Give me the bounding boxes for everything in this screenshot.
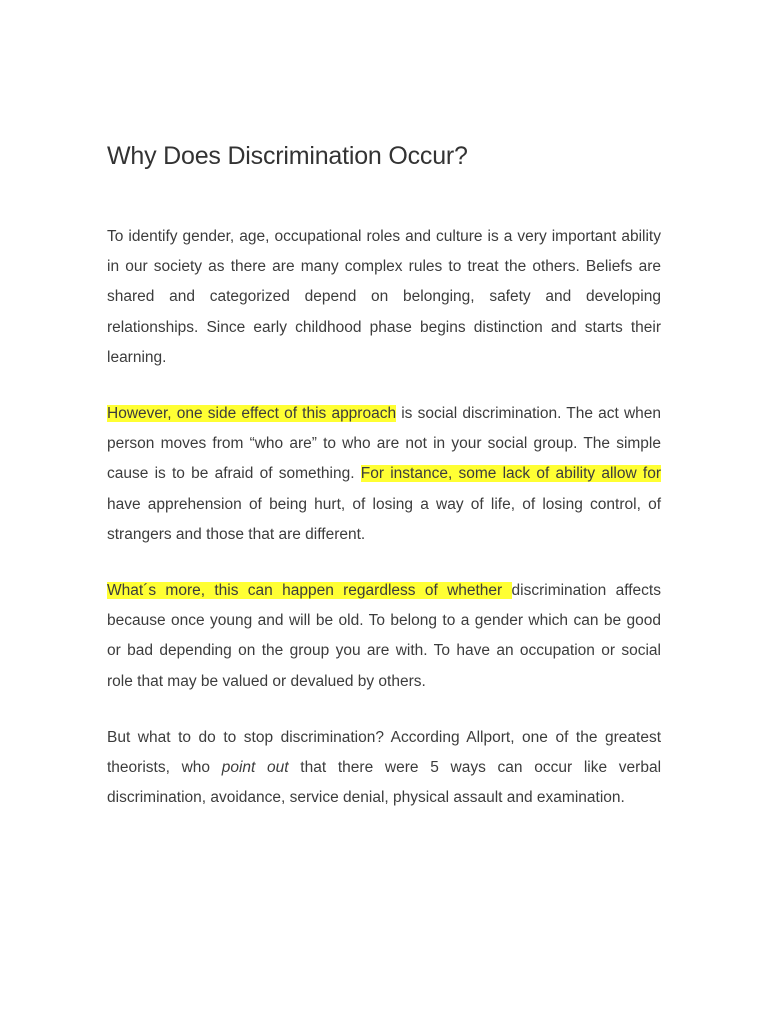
paragraph-2 (107, 399, 661, 550)
highlighted-text: What´s more, this can happen regardless of whether (107, 582, 512, 600)
paragraph-4 (107, 723, 661, 814)
italic-text: point out (221, 759, 289, 777)
document-title: Why Does Discrimination Occur? (107, 142, 468, 170)
paragraph-text: have apprehension of being hurt, of losing a way of life, of losing control, of strangers and those that are different. (107, 495, 661, 543)
paragraph-text: is social discrimination. The act when person moves from “who are” to who are not in your social group. The simple cause is to be afraid of something. (107, 405, 661, 483)
paragraph-text: discrimination affects because once young and will be old. To belong to a gender which can be good or bad depending on the group you are with. To have an occupation or social role that may be valued or devalued by others. (107, 582, 661, 690)
paragraph-text: But what to do to stop discrimination? According Allport, one of the greatest theorists, who (107, 728, 661, 777)
highlighted-text: For instance, some lack of ability allow for (360, 465, 661, 483)
paragraph-3 (107, 576, 661, 697)
document-page (107, 138, 661, 839)
paragraph-1: To identify gender, age, occupational roles and culture is a very important ability in our society as there are many complex rules to treat the others. Beliefs are shared and categorized depend on belonging, safety and developing relationships. Since early childhood phase begins distinction and starts their learning. (107, 228, 661, 366)
paragraph-text: that there were 5 ways can occur like verbal discrimination, avoidance, service denial, physical assault and examination. (107, 759, 662, 807)
highlighted-text: However, one side effect of this approach (107, 405, 397, 423)
